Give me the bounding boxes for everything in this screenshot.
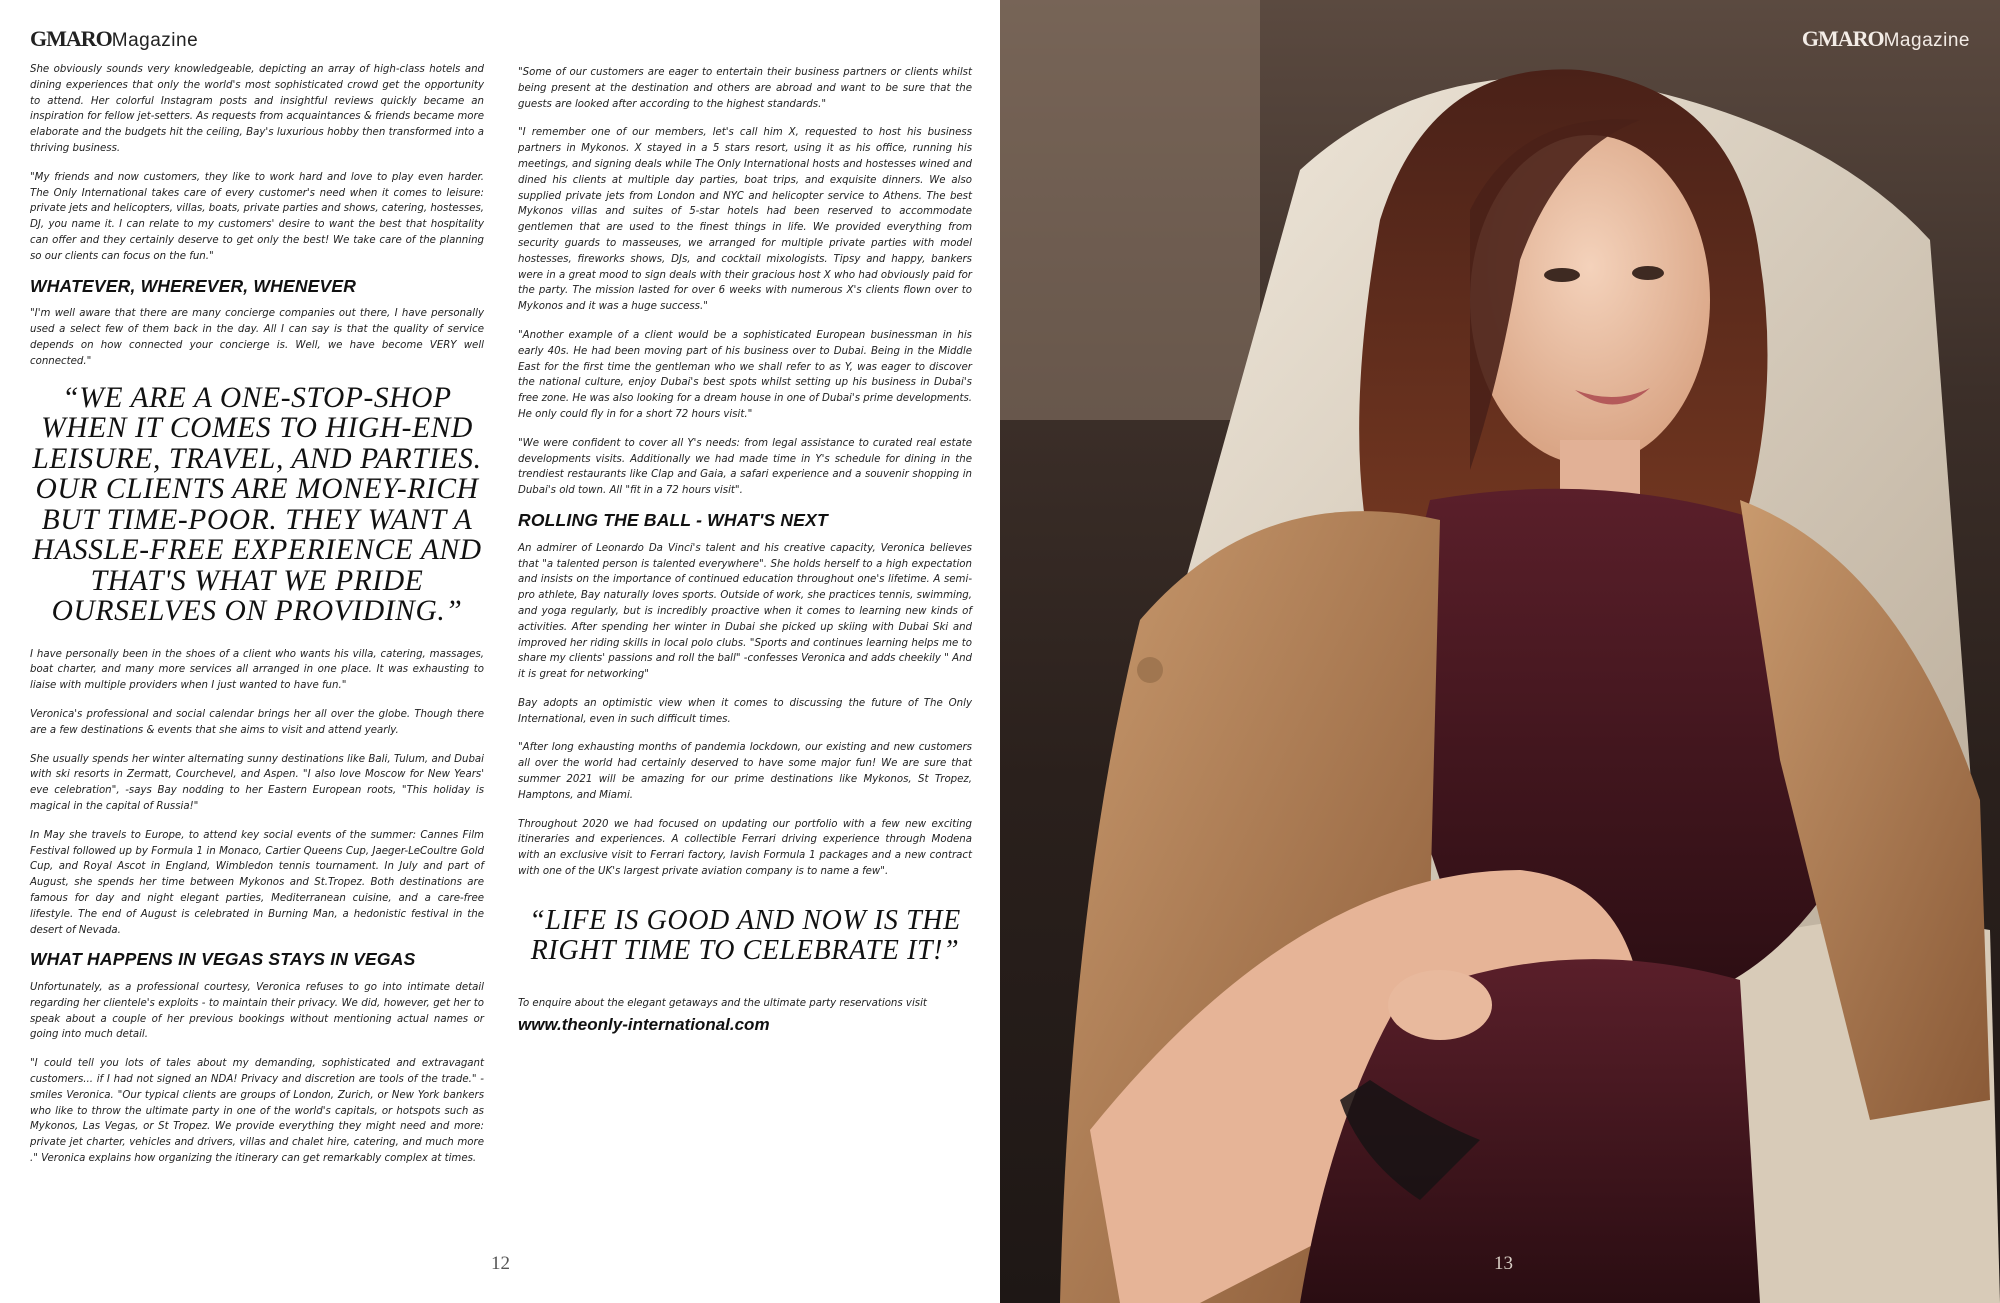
paragraph: "After long exhausting months of pandemia lockdown, our existing and new customers all over the world had certainly deserved to have some major fun! We are sure that summer 2021 will be amazing for our prime destinations like Mykonos, St Tropez, Hamptons, and Miami. <box>518 742 972 801</box>
paragraph: Bay adopts an optimistic view when it comes to discussing the future of The Only International, even in such difficult times. <box>518 697 972 725</box>
paragraph: "I'm well aware that there are many concierge companies out there, I have personally used a select few of them back in the day. All I can say is that the quality of service depends on how connected your concierge is. Well, we have become VERY well connected." <box>30 308 484 367</box>
paragraph: Veronica's professional and social calendar brings her all over the globe. Though there are a few destinations & events that she aims to visit and attend yearly. <box>30 708 484 736</box>
paragraph: "I remember one of our members, let's call him X, requested to host his business partners in Mykonos. X stayed in a 5 stars resort, using it as his office, running his meetings, and signing deals while The Only International hosts and hostesses wined and dined his clients at multiple day parties, boat trips, and exquisite dinners. We also supplied private jets from London and NYC and helicopter service to Athens. The best Mykonos villas and suites of 5-star hotels had been reserved to accommodate gentlemen that are used to the finest things in life. We provided everything from security guards to masseuses, we arranged for multiple private parties with model hostesses, fireworks shows, DJs, and cocktail mixologists. Tipsy and happy, bankers were in a great mood to sign deals with their gracious host X who had obviously paid for the party. The mission lasted for over 6 weeks with numerous X's clients flown over to Mykonos and it was a huge success." <box>518 127 972 313</box>
paragraph: I have personally been in the shoes of a client who wants his villa, catering, massages, boat charter, and many more services all arranged in one place. It was exhausting to liaise with multiple providers when I just wanted to have fun." <box>30 648 484 692</box>
paragraph: Unfortunately, as a professional courtesy, Veronica refuses to go into intimate detail regarding her clientele's exploits - to maintain their privacy. We did, however, get her to speak about a couple of her previous bookings without mentioning actual names or going into much detail. <box>30 982 484 1041</box>
paragraph: In May she travels to Europe, to attend key social events of the summer: Cannes Film Festival followed up by Formula 1 in Monaco, Cartier Queens Cup, Jaeger-LeCoultre Gold Cup, and Royal Ascot in England, Wimbledon tennis tournament. In July and part of August, she spends her time between Mykonos and St.Tropez. Both destinations are famous for day and night elegant parties, Mediterranean cuisine, and a care-free lifestyle. The end of August is celebrated in Burning Man, a hedonistic festival in the desert of Nevada. <box>30 829 484 936</box>
section-heading: WHAT HAPPENS IN VEGAS STAYS IN VEGAS <box>30 949 416 970</box>
section-heading: ROLLING THE BALL - WHAT'S NEXT <box>518 509 828 530</box>
paragraph: "We were confident to cover all Y's needs: from legal assistance to curated real estate developments visits. Additionally we had made time in Y's schedule for dining in the trendiest restaurants like Clap and Gaia, a safari experience and a souvenir shopping in Dubai's old town. All "fit in a 72 hours visit". <box>518 437 972 497</box>
section-heading: WHATEVER, WHEREVER, WHENEVER <box>30 275 357 296</box>
left-text-column <box>30 62 484 1180</box>
cabin-window <box>1000 0 1260 420</box>
eye <box>1632 266 1664 280</box>
eye <box>1544 268 1580 282</box>
page-number: 12 <box>491 1253 510 1274</box>
paragraph: "Another example of a client would be a sophisticated European businessman in his early 40s. He had been moving part of his business over to Dubai. Being in the Middle East for the first time the gentleman who we shall refer to as Y, was eager to discover the national culture, enjoy Dubai's best spots whilst setting up his business in Dubai's free zone. He was also looking for a dream house in one of Dubai's prime developments. He only could fly in for a short 72 hours visit." <box>518 329 972 420</box>
pull-quote: “WE ARE A ONE-STOP-SHOP WHEN IT COMES TO HIGH-END LEISURE, TRAVEL, AND PARTIES. OUR CLIENTS ARE MONEY-RICH BUT TIME-POOR. THEY WANT A HASSLE-FREE EXPERIENCE AND THAT'S WHAT WE PRIDE OURSELVES ON PROVIDING.” <box>32 381 482 628</box>
website-link[interactable]: www.theonly-international.com <box>518 1014 770 1034</box>
paragraph: "Some of our customers are eager to entertain their business partners or clients whilst being present at the destination and others are abroad and want to be sure that the guests are looked after according to the highest standards." <box>518 67 972 110</box>
paragraph: "My friends and now customers, they like to work hard and love to play even harder. The Only International takes care of every customer's need when it comes to leisure: private jets and helicopters, villas, boats, private parties and shows, catering, hostesses, DJ, you name it. I can relate to my customers' desire to want the best that hospitality can offer and they certainly deserve to get only the best! We take care of the planning so our clients can focus on the fun." <box>30 171 485 262</box>
magazine-logo-right: GMAROMagazine <box>1801 26 1970 51</box>
portrait-photo <box>1000 0 2000 1303</box>
paragraph: An admirer of Leonardo Da Vinci's talent and his creative capacity, Veronica believes that "a talented person is talented everywhere". She holds herself to a high expectation and insists on the importance of continued education throughout one's lifetime. A semi-pro athlete, Bay naturally loves sports. Outside of work, she practices tennis, swimming, and yoga regularly, but is incredibly proactive when it comes to learning new kinds of activities. After spending her winter in Dubai she picked up skiing with Dubai Ski and improved her riding skills in local polo clubs. "Sports and continues learning helps me to share my clients' passions and roll the ball" -confesses Veronica and adds cheekily " And it is great for networking" <box>518 542 972 681</box>
coat-button <box>1137 657 1163 683</box>
paragraph: She obviously sounds very knowledgeable, depicting an array of high-class hotels and dining experiences that only the world's most sophisticated crowd get the opportunity to attend. Her colorful Instagram posts and insightful reviews quickly became an inspiration for fellow jet-setters. As requests from acquaintances & friends became more elaborate and the budgets hit the ceiling, Bay's luxurious hobby then transformed into a thriving business. <box>30 64 484 154</box>
page-number: 13 <box>1494 1253 1513 1274</box>
paragraph: To enquire about the elegant getaways and the ultimate party reservations visit <box>518 997 927 1009</box>
paragraph: Throughout 2020 we had focused on updating our portfolio with a few new exciting itineraries and experiences. A collectible Ferrari driving experience through Modena with an exclusive visit to Ferrari factory, lavish Formula 1 packages and a new contract with one of the UK's largest private aviation company is to name a few". <box>518 818 972 878</box>
right-page-photo <box>1000 0 2000 1303</box>
paragraph: She usually spends her winter alternating sunny destinations like Bali, Tulum, and Dubai with ski resorts in Zermatt, Courchevel, and Aspen. "I also love Moscow for New Years' eve celebration", -says Bay nodding to her Eastern European roots, "This holiday is magical in the capital of Russia!" <box>30 753 484 812</box>
paragraph: "I could tell you lots of tales about my demanding, sophisticated and extravagant customers... if I had not signed an NDA! Privacy and discretion are tools of the trade." - smiles Veronica. "Our typical clients are groups of London, Zurich, or New York bankers who like to throw the ultimate party in one of the world's capitals, or hotspots such as Mykonos, Las Vegas, or St Tropez. We provide everything they might need and more: private jet charter, vehicles and drivers, villas and chalet hire, catering, and much more ." Veronica explains how organizing the itinerary can get remarkably complex at times. <box>30 1058 484 1165</box>
pull-quote: “LIFE IS GOOD AND NOW IS THE RIGHT TIME TO CELEBRATE IT!” <box>529 904 961 966</box>
hand <box>1388 970 1492 1040</box>
magazine-logo-left: GMAROMagazine <box>30 26 199 51</box>
right-text-column <box>518 65 972 1032</box>
